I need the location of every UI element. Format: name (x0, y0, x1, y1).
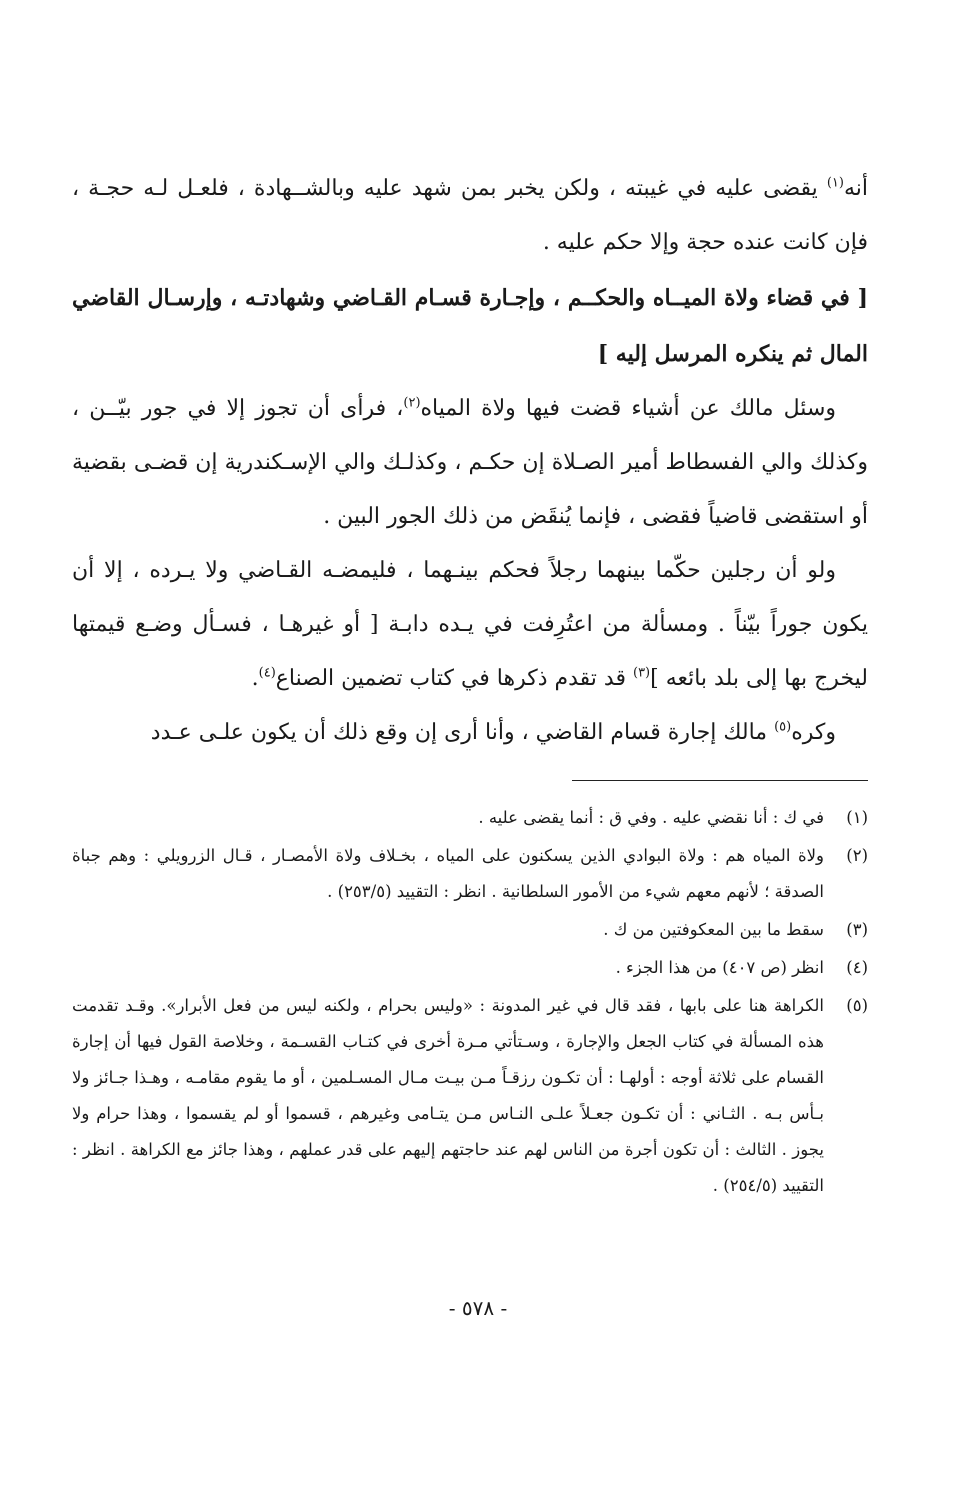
footnote-ref-5[interactable]: (٥) (774, 719, 792, 735)
footnote-ref-3[interactable]: (٣) (632, 665, 651, 681)
footnote-separator (572, 780, 868, 781)
footnote-1 (72, 800, 868, 836)
paragraph-1 (72, 162, 868, 270)
footnote-number: (١) (846, 808, 868, 827)
text-run: مالك إجارة قسام القاضي ، وأنا أرى إن وقع ذلك أن يكون علـى عـدد (150, 720, 775, 745)
footnote-text: في ك : أنا نقضي عليه . وفي ق : أنما يقضى عليه . (478, 808, 824, 827)
paragraph-3 (72, 544, 868, 706)
text-run: قد تقدم ذكرها في كتاب تضمين الصناع (275, 666, 633, 691)
footnote-5 (72, 988, 868, 1204)
footnote-ref-2[interactable]: (٢) (403, 395, 421, 411)
paragraph-4 (72, 706, 868, 760)
text-run: . (251, 666, 259, 691)
footnote-number: (٣) (846, 920, 868, 939)
footnote-3 (72, 912, 868, 948)
section-heading: [ في قضاء ولاة الميــاه والحكــم ، وإجـارة قسـام القـاضي وشهادتـه ، وإرسـال القاضي المال ثم ينكره المرسل إليه ] (72, 285, 868, 367)
footnote-2 (72, 838, 868, 910)
text-run: ولو أن رجلين حكّما بينهما رجلاً فحكم بينـهما ، فليمضـه القـاضي ولا يـرده ، إلا أن يكون جوراً بيّناً . ومسألة من اعتُرِفت في يـده دابـة [ أو غيرهـا ، فسـأل وضـع قيمتها ليخرج بها إلى بلد بائعه ] (72, 558, 868, 691)
text-run: وسئل مالك عن أشياء قضت فيها ولاة المياه (420, 396, 836, 421)
footnote-ref-1[interactable]: (١) (826, 175, 844, 191)
footnote-text: سقط ما بين المعكوفتين من ك . (603, 920, 824, 939)
main-text (72, 162, 868, 760)
footnote-text: ولاة المياه هم : ولاة البوادي الذين يسكنون على المياه ، بخـلاف ولاة الأمصـار ، قـال الزرويلي : وهم جباة الصدقة ؛ لأنهم معهم شيء من الأمور السلطانية . انظر : التقييد (٢٥٣/٥) . (72, 846, 824, 901)
page-number: - ٥٧٨ - (448, 1296, 508, 1320)
text-run: وكره (791, 720, 836, 745)
footnote-number: (٥) (846, 996, 868, 1015)
text-run: ، فرأى أن تجوز إلا في جور بيّــن ، وكذلك والي الفسطاط أمير الصـلاة إن حكـم ، وكذلـك والي الإسـكندرية إن قضـى بقضية أو استقضى قاضياً فقضى ، فإنما يُنقَض من ذلك الجور البين . (72, 396, 868, 529)
paragraph-2 (72, 382, 868, 544)
footnote-ref-4[interactable]: (٤) (258, 665, 276, 681)
footnotes-section (72, 800, 868, 1206)
text-run: يقضى عليه في غيبته ، ولكن يخبر بمن شهد عليه وبالشــهادة ، فلعـل لـه حجـة ، فإن كانت عنده حجة وإلا حكم عليه . (72, 176, 868, 255)
text-run: أنه (843, 176, 868, 201)
footnote-number: (٤) (846, 958, 868, 977)
footnote-4 (72, 950, 868, 986)
footnote-number: (٢) (846, 846, 868, 865)
footnote-text: الكراهة هنا على بابها ، فقد قال في غير المدونة : «وليس بحرام ، ولكنه ليس من فعل الأبرار». وقـد تقدمت هذه المسألة في كتاب الجعل والإجارة ، وسـتأتي مـرة أخرى في كتـاب القسـمة ، وخلاصة القول فيها أن إجارة القسام على ثلاثة أوجه : أولهـا : أن تكـون رزقـاً مـن بيـت مـال المسـلمين ، أو ما يقوم مقامـه ، وهـذا جـائز ولا بـأس بـه . الثـاني : أن تكـون جعـلاً علـى النـاس مـن يتـامى وغيرهم ، قسموا أو لم يقسموا ، وهذا حرام ولا يجوز . الثالث : أن تكون أجرة من الناس لهم عند حاجتهم إليهم على قدر عملهم ، وهذا جائز مع الكراهة . انظر : التقييد (٢٥٤/٥) . (72, 996, 824, 1195)
footnote-text: انظر (ص ٤٠٧) من هذا الجزء . (615, 958, 824, 977)
